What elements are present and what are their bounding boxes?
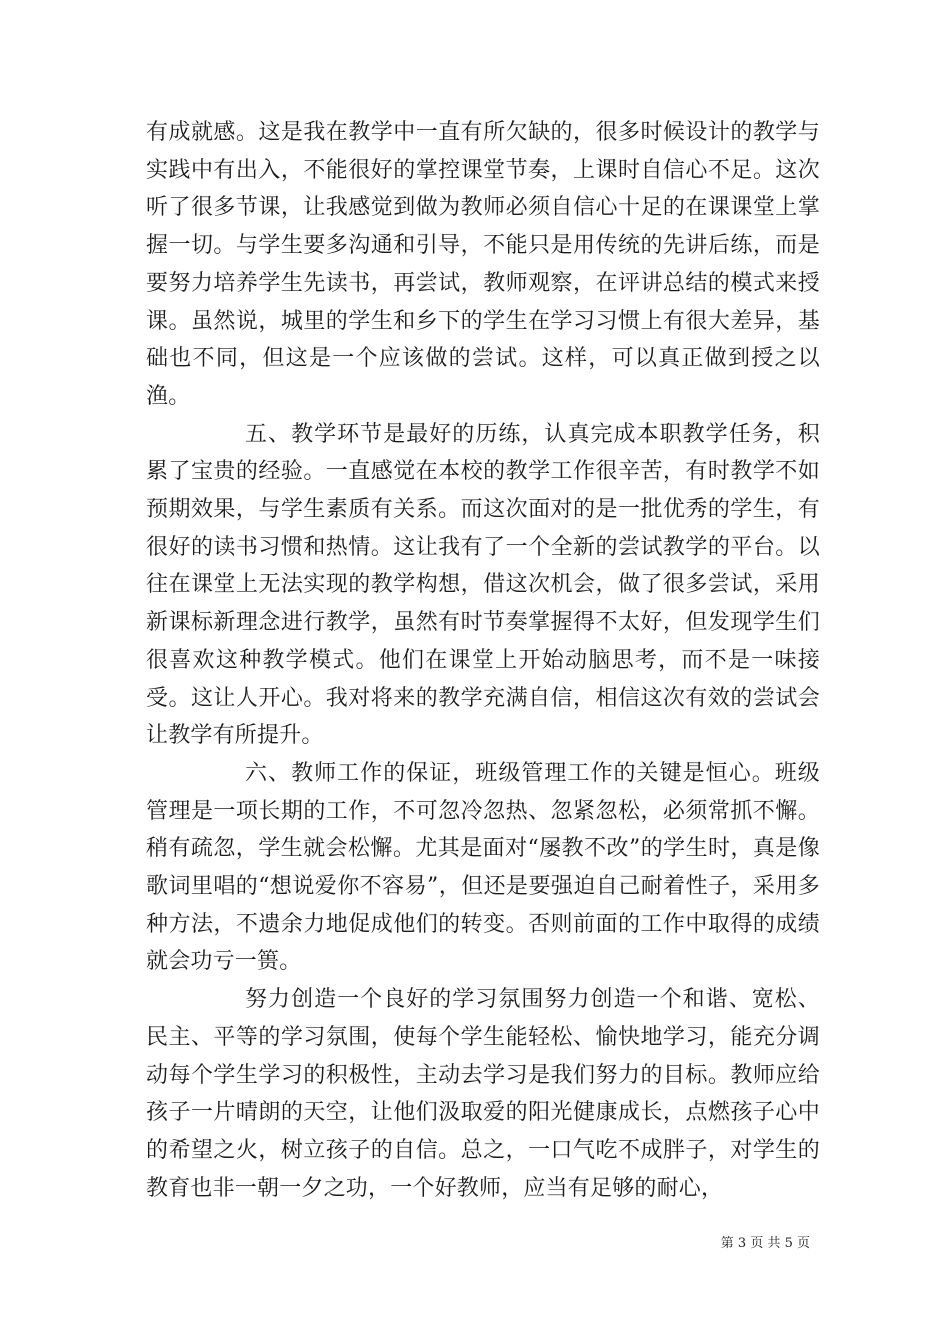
paragraph-learning-atmosphere: 努力创造一个良好的学习氛围努力创造一个和谐、宽松、民主、平等的学习氛围，使每个学生能轻松、愉快地学习，能充分调动每个学生学习的积极性，主动去学习是我们努力的目标。教师应给孩子一片晴朗的天空，让他们汲取爱的阳光健康成长，点燃孩子心中的希望之火，树立孩子的自信。总之，一口气吃不成胖子，对学生的教育也非一朝一夕之功，一个好教师，应当有足够的耐心， [146, 987, 820, 1201]
paragraph-section-six: 六、教师工作的保证，班级管理工作的关键是恒心。班级管理是一项长期的工作，不可忽冷忽热、忽紧忽松，必须常抓不懈。稍有疏忽，学生就会松懈。尤其是面对“屡教不改”的学生时，真是像歌词里唱的“想说爱你不容易”，但还是要强迫自己耐着性子，采用多种方法，不遗余力地促成他们的转变。否则前面的工作中取得的成绩就会功亏一篑。 [146, 760, 820, 975]
page-number-footer: 第 3 页 共 5 页 [720, 1236, 810, 1251]
paragraph-continuation: 有成就感。这是我在教学中一直有所欠缺的，很多时候设计的教学与实践中有出入，不能很好的掌控课堂节奏，上课时自信心不足。这次听了很多节课，让我感觉到做为教师必须自信心十足的在课课堂上掌握一切。与学生要多沟通和引导，不能只是用传统的先讲后练，而是要努力培养学生先读书，再尝试，教师观察，在评讲总结的模式来授课。虽然说，城里的学生和乡下的学生在学习习惯上有很大差异，基础也不同，但这是一个应该做的尝试。这样，可以真正做到授之以渔。 [146, 120, 820, 409]
paragraph-section-five: 五、教学环节是最好的历练，认真完成本职教学任务，积累了宝贵的经验。一直感觉在本校的教学工作很辛苦，有时教学不如预期效果，与学生素质有关系。而这次面对的是一批优秀的学生，有很好的读书习惯和热情。这让我有了一个全新的尝试教学的平台。以往在课堂上无法实现的教学构想，借这次机会，做了很多尝试，采用新课标新理念进行教学，虽然有时节奏掌握得不太好，但发现学生们很喜欢这种教学模式。他们在课堂上开始动脑思考，而不是一味接受。这让人开心。我对将来的教学充满自信，相信这次有效的尝试会让教学有所提升。 [146, 421, 820, 749]
document-body [146, 114, 820, 1207]
